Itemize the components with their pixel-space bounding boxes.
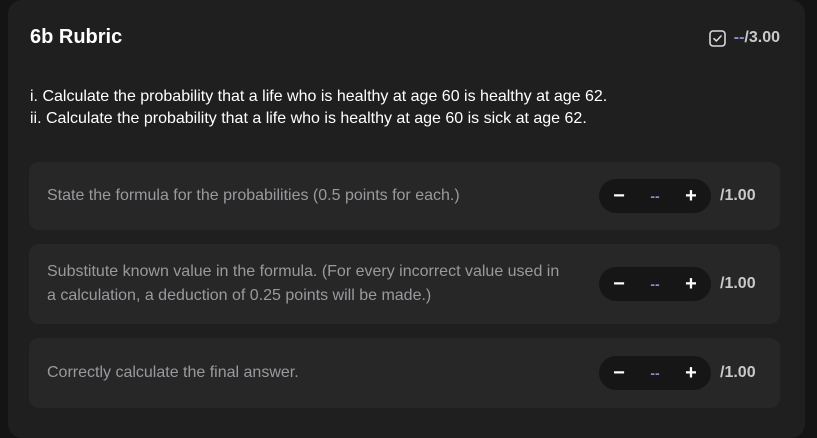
criterion-text: Correctly calculate the final answer. — [47, 364, 299, 381]
score-value[interactable]: -- — [650, 188, 660, 204]
prompt-line: i. Calculate the probability that a life who is healthy at age 60 is healthy at age 62. — [30, 88, 608, 105]
decrement-button[interactable]: − — [613, 362, 625, 384]
question-prompt — [30, 86, 607, 130]
total-score-value: -- — [733, 29, 745, 46]
total-score — [709, 28, 780, 48]
criterion-row — [29, 244, 780, 324]
score-stepper — [599, 179, 711, 213]
score-value[interactable]: -- — [650, 276, 660, 292]
increment-button[interactable]: + — [685, 185, 697, 207]
increment-button[interactable]: + — [685, 362, 697, 384]
criterion-max: /1.00 — [720, 364, 756, 381]
criterion-row — [29, 338, 780, 408]
total-score-text — [734, 29, 780, 47]
rubric-card — [8, 0, 805, 438]
rubric-title: 6b Rubric — [30, 26, 123, 48]
checkbox-checked-icon[interactable] — [709, 30, 726, 47]
criterion-max: /1.00 — [720, 275, 756, 292]
prompt-line: ii. Calculate the probability that a life who is healthy at age 60 is sick at age 62. — [30, 110, 587, 127]
decrement-button[interactable]: − — [613, 273, 625, 295]
criterion-row — [29, 162, 780, 230]
total-score-max: /3.00 — [744, 29, 780, 46]
decrement-button[interactable]: − — [613, 185, 625, 207]
score-stepper — [599, 356, 711, 390]
criterion-text: State the formula for the probabilities (0.5 points for each.) — [47, 187, 460, 204]
score-value[interactable]: -- — [650, 365, 660, 381]
score-stepper — [599, 267, 711, 301]
criterion-max: /1.00 — [720, 187, 756, 204]
increment-button[interactable]: + — [685, 273, 697, 295]
criterion-text: Substitute known value in the formula. (For every incorrect value used in a calculation, a deduction of 0.25 points will be made.) — [47, 263, 560, 304]
